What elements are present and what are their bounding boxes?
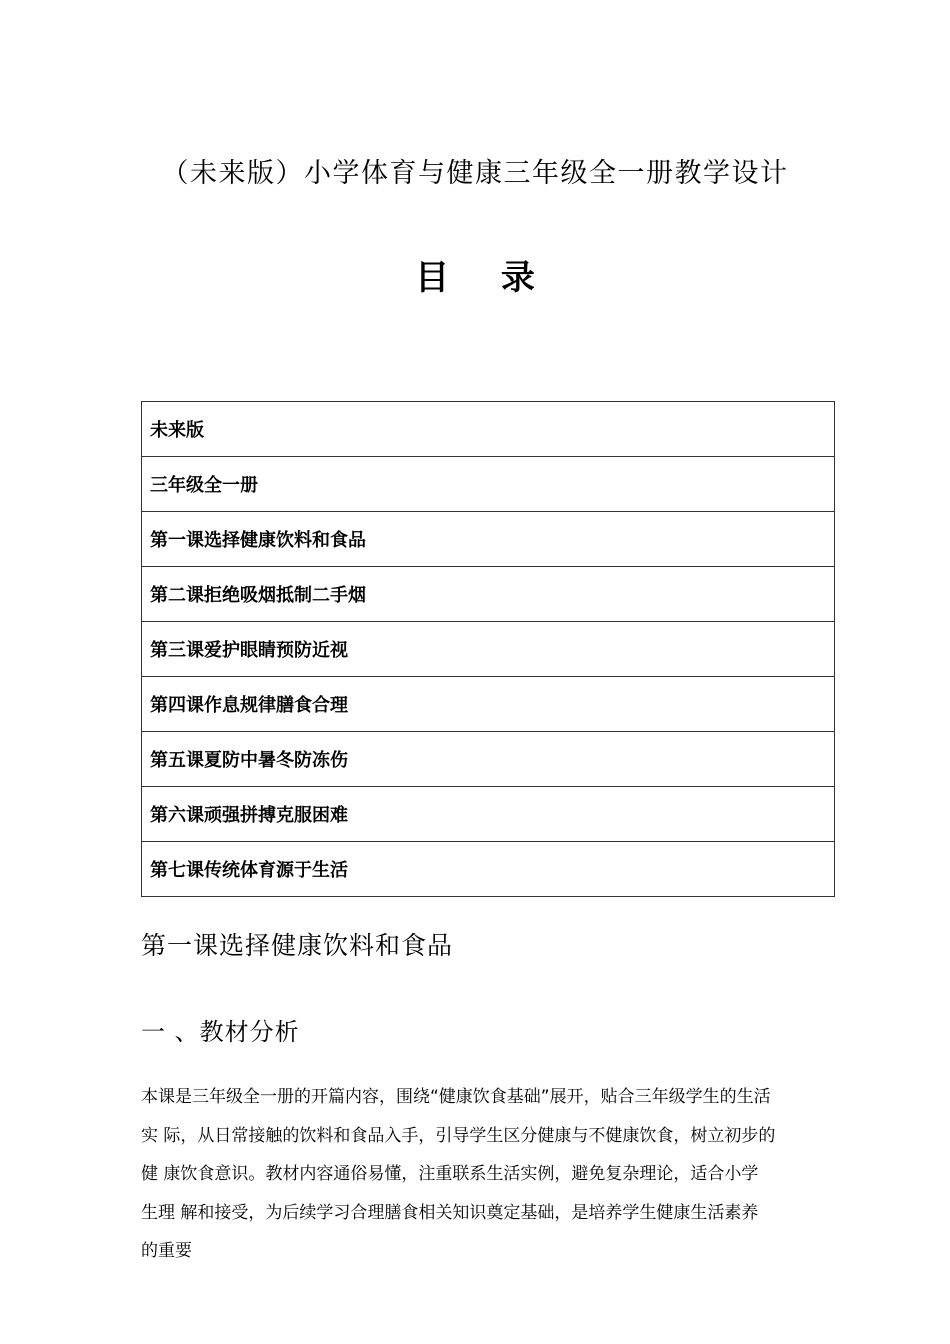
body-paragraph (141, 1078, 821, 1271)
section-heading: 一 、教材分析 (141, 1018, 300, 1046)
document-title: （未来版）小学体育与健康三年级全一册教学设计 (161, 158, 789, 189)
toc-row (142, 787, 835, 842)
paragraph-line: 健 康饮食意识。教材内容通俗易懂，注重联系生活实例，避免复杂理论，适合小学 (141, 1164, 759, 1184)
toc-item: 第七课传统体育源于生活 (142, 842, 835, 897)
toc-item: 第二课拒绝吸烟抵制二手烟 (142, 567, 835, 622)
toc-row (142, 842, 835, 897)
toc-row (142, 677, 835, 732)
toc-item: 第五课夏防中暑冬防冻伤 (142, 732, 835, 787)
table-of-contents (141, 401, 835, 897)
paragraph-line: 的重要 (141, 1241, 192, 1261)
paragraph-line: 生理 解和接受，为后续学习合理膳食相关知识奠定基础，是培养学生健康生活素养 (141, 1202, 759, 1223)
toc-row (142, 567, 835, 622)
toc-row (142, 457, 835, 512)
toc-item: 第三课爱护眼睛预防近视 (142, 622, 835, 677)
toc-item: 未来版 (142, 402, 835, 457)
paragraph-line: 实 际，从日常接触的饮料和食品入手，引导学生区分健康与不健康饮食，树立初步的 (141, 1125, 776, 1146)
lesson-title: 第一课选择健康饮料和食品 (141, 931, 454, 960)
toc-row (142, 512, 835, 567)
toc-item: 第六课顽强拼搏克服困难 (142, 787, 835, 842)
paragraph-line: 本课是三年级全一册的开篇内容，围绕“健康饮食基础”展开，贴合三年级学生的生活 (141, 1087, 771, 1107)
toc-item: 第四课作息规律膳食合理 (142, 677, 835, 732)
toc-item: 三年级全一册 (142, 457, 835, 512)
toc-item: 第一课选择健康饮料和食品 (142, 512, 835, 567)
toc-row (142, 732, 835, 787)
toc-row (142, 622, 835, 677)
toc-row (142, 402, 835, 457)
toc-heading: 目 录 (415, 258, 555, 298)
